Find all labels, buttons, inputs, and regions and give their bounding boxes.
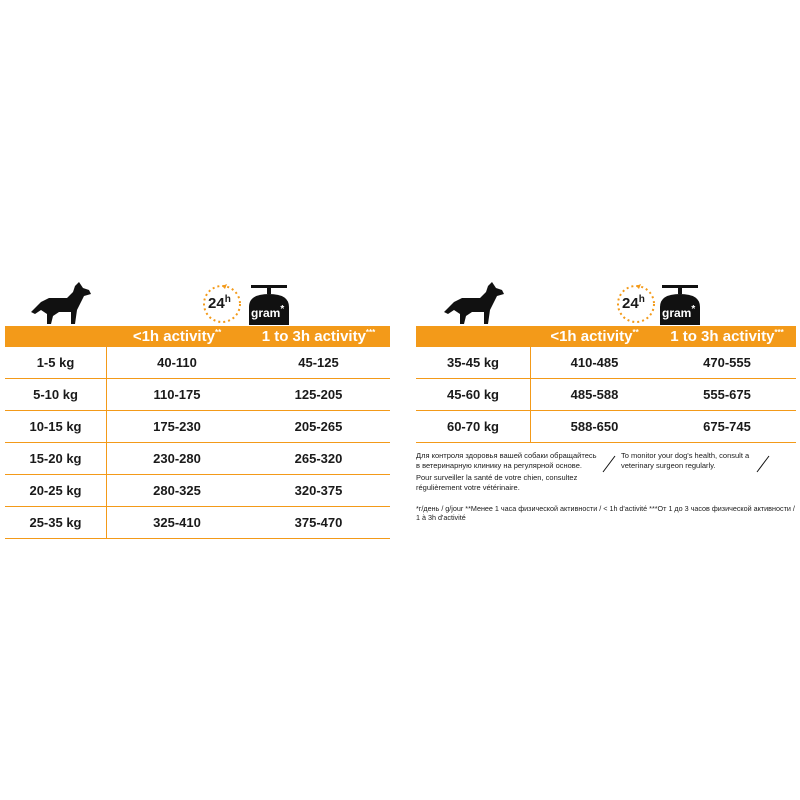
weight-cell: 10-15 kg <box>5 411 107 442</box>
note-english: To monitor your dog's health, consult a veterinary surgeon regularly. <box>621 451 750 470</box>
table-row <box>5 347 390 379</box>
footnote: *г/день / g/jour **Менее 1 часа физической активности / < 1h d'activité ***От 1 до 3 часов физической активности / 1 à 3h d'activité <box>416 504 795 522</box>
24h-clock-icon <box>200 282 244 326</box>
weight-cell: 45-60 kg <box>416 379 531 410</box>
header-high-activity: 1 to 3h activity*** <box>670 328 784 345</box>
header-low-activity: <1h activity** <box>132 328 222 345</box>
header-low-activity: <1h activity** <box>550 328 639 345</box>
table-row <box>5 411 390 443</box>
header-high-activity: 1 to 3h activity*** <box>261 328 376 345</box>
table-row <box>416 347 796 379</box>
note-russian: Для контроля здоровья вашей собаки обращайтесь в ветеринарную клинику на регулярной основе. <box>416 451 597 470</box>
weight-cell: 20-25 kg <box>5 475 107 506</box>
high-activity-cell: 675-745 <box>703 419 751 434</box>
low-activity-cell: 410-485 <box>570 355 619 370</box>
weight-cell: 15-20 kg <box>5 443 107 474</box>
low-activity-cell: 230-280 <box>153 451 201 466</box>
table-row <box>5 443 390 475</box>
bowl-label: gram* <box>251 304 285 320</box>
bowl-label: gram* <box>662 304 696 320</box>
feeding-table-right <box>416 278 796 522</box>
separator-slash <box>756 455 770 473</box>
dog-silhouette-icon <box>29 280 93 326</box>
feeding-table-left <box>5 278 390 539</box>
note-french: Pour surveiller la santé de votre chien, consultez régulièrement votre vétérinaire. <box>416 473 578 492</box>
food-bowl-icon <box>247 283 291 327</box>
table-row <box>416 411 796 443</box>
high-activity-cell: 555-675 <box>703 387 751 402</box>
high-activity-cell: 265-320 <box>294 451 343 466</box>
low-activity-cell: 325-410 <box>153 515 201 530</box>
high-activity-cell: 375-470 <box>294 515 343 530</box>
weight-cell: 1-5 kg <box>5 347 107 378</box>
dog-silhouette-icon <box>442 280 506 326</box>
icon-strip <box>5 278 390 326</box>
table-body <box>416 347 796 443</box>
high-activity-cell: 125-205 <box>294 387 343 402</box>
low-activity-cell: 485-588 <box>570 387 619 402</box>
separator-slash <box>602 455 616 473</box>
weight-cell: 35-45 kg <box>416 347 531 378</box>
weight-cell: 60-70 kg <box>416 411 531 442</box>
weight-cell: 5-10 kg <box>5 379 107 410</box>
low-activity-cell: 280-325 <box>153 483 201 498</box>
table-body <box>5 347 390 539</box>
low-activity-cell: 110-175 <box>153 387 201 402</box>
table-row <box>5 507 390 539</box>
low-activity-cell: 175-230 <box>153 419 201 434</box>
food-bowl-icon <box>658 283 702 327</box>
table-header <box>5 326 390 347</box>
clock-label: 24$^h$ <box>208 294 231 312</box>
low-activity-cell: 40-110 <box>157 355 197 370</box>
table-row <box>416 379 796 411</box>
24h-clock-icon <box>614 282 658 326</box>
high-activity-cell: 205-265 <box>294 419 343 434</box>
high-activity-cell: 320-375 <box>294 483 343 498</box>
table-header <box>416 326 796 347</box>
table-row <box>5 379 390 411</box>
weight-cell: 25-35 kg <box>5 507 107 538</box>
high-activity-cell: 45-125 <box>298 355 339 370</box>
high-activity-cell: 470-555 <box>703 355 751 370</box>
icon-strip <box>416 278 796 326</box>
table-row <box>5 475 390 507</box>
clock-label: 24$^h$ <box>622 294 645 312</box>
notes-block <box>416 451 796 522</box>
low-activity-cell: 588-650 <box>570 419 619 434</box>
